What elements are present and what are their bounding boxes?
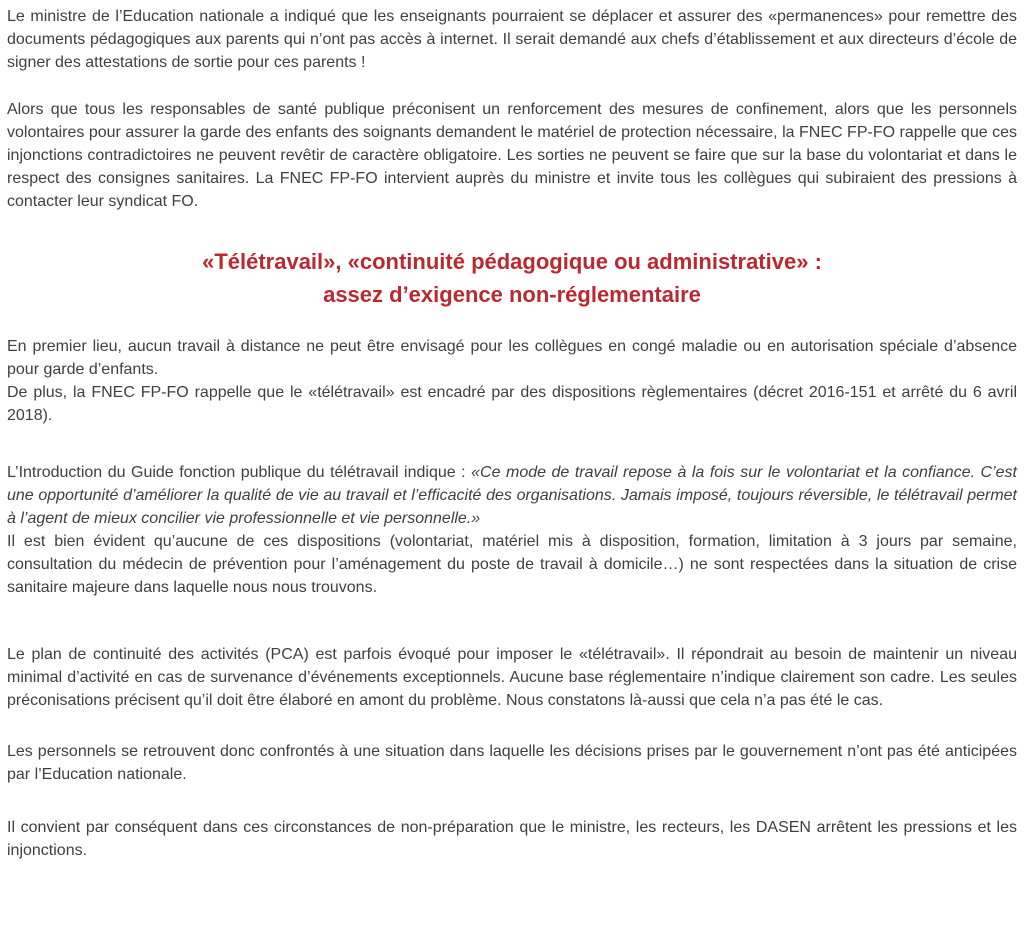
guide-quote-text: «Ce mode de travail repose à la fois sur le volontariat et la confiance. C’est une opportunité d’améliorer la qualité de vie au travail et l’efficacité des organisations. Jamais imposé, toujours réversible, le télétravail permet à l’agent de mieux concilier vie professionnelle et vie personnelle.» xyxy=(7,464,1017,527)
paragraph-confinement: Alors que tous les responsables de santé publique préconisent un renforcement des mesures de confinement, alors que les personnels volontaires pour assurer la garde des enfants des soignants demandent le matériel de protection nécessaire, la FNEC FP-FO rappelle que ces injonctions contradictoires ne peuvent revêtir de caractère obligatoire. Les sorties ne peuvent se faire que sur la base du volontariat et dans le respect des consignes sanitaires. La FNEC FP-FO intervient auprès du ministre et invite tous les collègues qui subiraient des pressions à contacter leur syndicat FO. xyxy=(7,101,1017,210)
paragraph-personnels: Les personnels se retrouvent donc confrontés à une situation dans laquelle les décisions prises par le gouvernement n’ont pas été anticipées par l’Education nationale. xyxy=(7,743,1017,783)
paragraph-injonctions: Il convient par conséquent dans ces circonstances de non-préparation que le ministre, les recteurs, les DASEN arrêtent les pressions et les injonctions. xyxy=(7,819,1017,859)
section-heading-line1: «Télétravail», «continuité pédagogique ou administrative» : xyxy=(202,249,822,274)
guide-intro-text: L’Introduction du Guide fonction publique du télétravail indique : xyxy=(7,464,472,481)
section-heading xyxy=(7,245,1017,311)
paragraph-decret xyxy=(7,335,1017,427)
dispositions-text: Il est bien évident qu’aucune de ces dispositions (volontariat, matériel mis à disposition, formation, limitation à 3 jours par semaine, consultation du médecin de prévention pour l’aménagement du poste de travail à domicile…) ne sont respectées dans la situation de crise sanitaire majeure dans laquelle nous nous trouvons. xyxy=(7,533,1017,596)
paragraph-guide-teletravail xyxy=(7,461,1017,599)
paragraph-permanences: Le ministre de l’Education nationale a indiqué que les enseignants pourraient se déplacer et assurer des «permanences» pour remettre des documents pédagogiques aux parents qui n’ont pas accès à internet. Il serait demandé aux chefs d’établissement et aux directeurs d’école de signer des attestations de sortie pour ces parents ! xyxy=(7,8,1017,71)
paragraph-pca: Le plan de continuité des activités (PCA) est parfois évoqué pour imposer le «télétravail». Il répondrait au besoin de maintenir un niveau minimal d’activité en cas de survenance d’événements exceptionnels. Aucune base réglementaire n’indique clairement son cadre. Les seules préconisations précisent qu’il doit être élaboré en amont du problème. Nous constatons là-aussi que cela n’a pas été le cas. xyxy=(7,646,1017,709)
paragraph-decret-line2: De plus, la FNEC FP-FO rappelle que le «télétravail» est encadré par des dispositions règlementaires (décret 2016-151 et arrêté du 6 avril 2018). xyxy=(7,384,1017,424)
section-heading-line2: assez d’exigence non-réglementaire xyxy=(323,282,701,307)
paragraph-decret-line1: En premier lieu, aucun travail à distance ne peut être envisagé pour les collègues en congé maladie ou en autorisation spéciale d’absence pour garde d’enfants. xyxy=(7,338,1017,378)
